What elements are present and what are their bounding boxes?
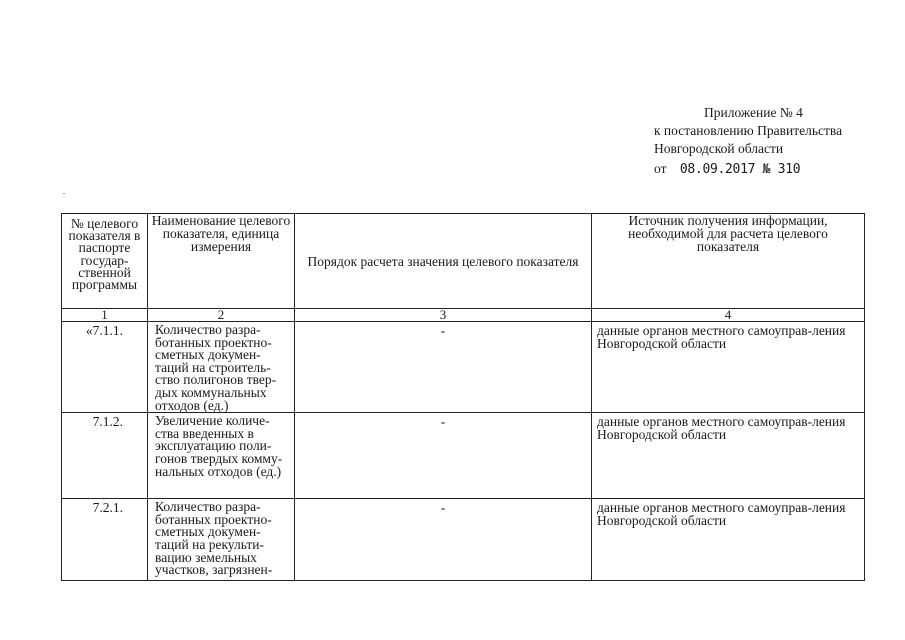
column-number: 2: [148, 309, 295, 322]
information-source: данные органов местного самоуправ-ления Новгородской области: [592, 499, 865, 581]
header-indicator-name: Наименование целевого показателя, единица измерения: [148, 214, 295, 309]
header-indicator-number: № целевого показателя в паспорте государ-ственной программы: [62, 214, 148, 309]
column-number: 1: [62, 309, 148, 322]
appendix-header: [654, 104, 842, 179]
indicators-table: [61, 213, 865, 581]
calculation-order: -: [295, 413, 592, 499]
table-header-row: [62, 214, 865, 309]
table-row: [62, 413, 865, 499]
information-source: данные органов местного самоуправ-ления Новгородской области: [592, 322, 865, 413]
indicator-number: «7.1.1.: [62, 322, 148, 413]
appendix-region: Новгородской области: [654, 141, 784, 156]
scan-speck: [63, 193, 65, 194]
calculation-order: -: [295, 322, 592, 413]
information-source: данные органов местного самоуправ-ления Новгородской области: [592, 413, 865, 499]
indicator-name: Количество разра-ботанных проектно-сметных докумен-таций на рекульти-вацию земельных участков, загрязнен-: [148, 499, 295, 581]
indicator-number: 7.1.2.: [62, 413, 148, 499]
appendix-reference: к постановлению Правительства: [654, 123, 843, 138]
header-information-source: Источник получения информации, необходимой для расчета целевого показателя: [592, 214, 865, 309]
indicator-name: Количество разра-ботанных проектно-сметных докумен-таций на строитель-ство полигонов твер-дых коммунальных отходов (ед.): [148, 322, 295, 413]
table-row: [62, 322, 865, 413]
column-numbers-row: [62, 309, 865, 322]
indicator-number: 7.2.1.: [62, 499, 148, 581]
header-calculation-order: Порядок расчета значения целевого показателя: [295, 214, 592, 309]
column-number: 4: [592, 309, 865, 322]
column-number: 3: [295, 309, 592, 322]
indicator-name: Увеличение количе-ства введенных в эксплуатацию поли-гонов твердых комму-нальных отходов (ед.): [148, 413, 295, 499]
calculation-order: -: [295, 499, 592, 581]
date-value: 08.09.2017 № 310: [679, 162, 801, 177]
appendix-date-line: [654, 160, 842, 179]
table-row: [62, 499, 865, 581]
appendix-title: Приложение № 4: [704, 105, 803, 120]
date-prefix: от: [654, 161, 667, 176]
